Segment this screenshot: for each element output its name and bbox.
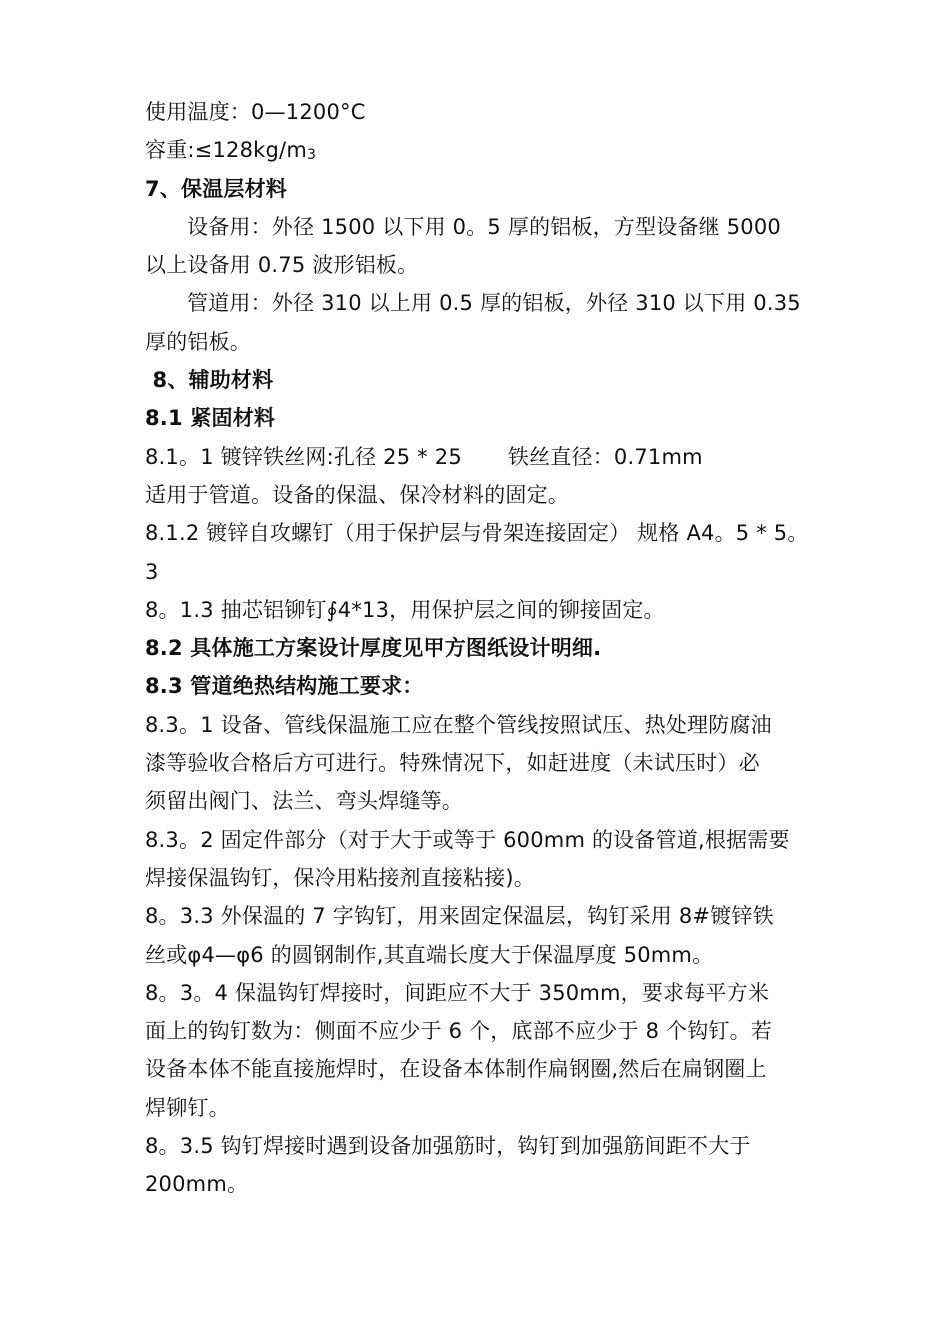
paragraph-line-8-1-3	[145, 591, 825, 629]
paragraph-line-8-1-2-cont	[145, 553, 825, 591]
line-text: 设备用：外径 1500 以下用 0。5 厚的铝板，方型设备继 5000	[187, 214, 781, 239]
paragraph-line-8-3-2-cont	[145, 859, 825, 897]
line-text: 须留出阀门、法兰、弯头焊缝等。	[145, 789, 463, 814]
document-body	[145, 93, 825, 1204]
line-text: 8。1.3 抽芯铝铆钉∮4*13，用保护层之间的铆接固定。	[145, 597, 665, 622]
line-text: 管道用：外径 310 以上用 0.5 厚的铝板，外径 310 以下用 0.35	[187, 291, 801, 316]
paragraph-line-8-3-5-cont	[145, 1165, 825, 1203]
line-text: 容重:≤128kg/m	[145, 138, 307, 163]
paragraph-line-pipe-cont	[145, 323, 825, 361]
paragraph-line-8-3-5	[145, 1127, 825, 1165]
line-text: 面上的钩钉数为：侧面不应少于 6 个，底部不应少于 8 个钩钉。若	[145, 1019, 773, 1044]
paragraph-line-pipe	[145, 284, 825, 322]
section-heading-8-2	[145, 629, 825, 667]
paragraph-line-8-1-2	[145, 514, 825, 552]
section-heading-7	[145, 170, 825, 208]
paragraph-line-8-3-3	[145, 897, 825, 935]
line-text: 8。3。4 保温钩钉焊接时，间距应不大于 350mm，要求每平方米	[145, 980, 770, 1005]
text-line-use-temperature	[145, 93, 825, 131]
line-text: 设备本体不能直接施焊时，在设备本体制作扁钢圈,然后在扁钢圈上	[145, 1057, 767, 1082]
heading-text: 8、辅助材料	[145, 368, 274, 393]
line-text: 8.3。2 固定件部分（对于大于或等于 600mm 的设备管道,根据需要	[145, 827, 790, 852]
line-text: 8.1.2 镀锌自攻螺钉（用于保护层与骨架连接固定） 规格 A4。5 * 5。	[145, 521, 809, 546]
paragraph-line-8-3-3-cont	[145, 936, 825, 974]
line-text: 以上设备用 0.75 波形铝板。	[145, 253, 419, 278]
line-text: 丝或φ4—φ6 的圆钢制作,其直端长度大于保温厚度 50mm。	[145, 942, 714, 967]
line-text: 焊接保温钩钉，保冷用粘接剂直接粘接)。	[145, 865, 535, 890]
line-text: 8.1。1 镀锌铁丝网:孔径 25 * 25	[145, 444, 462, 469]
paragraph-line-8-3-4-cont	[145, 1012, 825, 1050]
section-heading-8-3	[145, 667, 825, 705]
line-text: 3	[145, 559, 159, 584]
text-line-density	[145, 131, 825, 169]
line-text: 8。3.3 外保温的 7 字钩钉，用来固定保温层，钩钉采用 8#镀锌铁	[145, 904, 774, 929]
line-text: 200mm。	[145, 1172, 249, 1197]
paragraph-line-8-3-4-cont-3	[145, 1089, 825, 1127]
paragraph-line-8-1-1-cont	[145, 476, 825, 514]
line-text: 8。3.5 钩钉焊接时遇到设备加强筋时，钩钉到加强筋间距不大于	[145, 1134, 751, 1159]
paragraph-line-8-3-1-cont	[145, 744, 825, 782]
heading-text: 7、保温层材料	[145, 176, 288, 201]
heading-text: 8.3 管道绝热结构施工要求：	[145, 674, 424, 699]
line-text: 使用温度：0—1200°C	[145, 100, 366, 124]
heading-text: 8.2 具体施工方案设计厚度见甲方图纸设计明细.	[145, 636, 602, 661]
line-text: 厚的铝板。	[145, 329, 251, 354]
paragraph-line-8-3-4	[145, 974, 825, 1012]
paragraph-line-8-3-2	[145, 821, 825, 859]
line-text: 适用于管道。设备的保温、保冷材料的固定。	[145, 482, 569, 507]
paragraph-line-8-3-4-cont-2	[145, 1050, 825, 1088]
paragraph-line-8-3-1-cont-2	[145, 782, 825, 820]
line-text-wire-diameter: 铁丝直径：0.71mm	[507, 444, 703, 469]
section-heading-8-1	[145, 399, 825, 437]
line-text: 焊铆钉。	[145, 1095, 230, 1120]
paragraph-line-8-3-1	[145, 706, 825, 744]
paragraph-line-equipment	[145, 208, 825, 246]
paragraph-line-8-1-1	[145, 438, 825, 476]
line-text: 8.3。1 设备、管线保温施工应在整个管线按照试压、热处理防腐油	[145, 712, 772, 737]
line-text: 漆等验收合格后方可进行。特殊情况下，如赶进度（未试压时）必	[145, 751, 760, 776]
paragraph-line-equipment-cont	[145, 246, 825, 284]
section-heading-8	[145, 361, 825, 399]
density-unit-exponent: 3	[306, 147, 317, 164]
heading-text: 8.1 紧固材料	[145, 406, 276, 431]
